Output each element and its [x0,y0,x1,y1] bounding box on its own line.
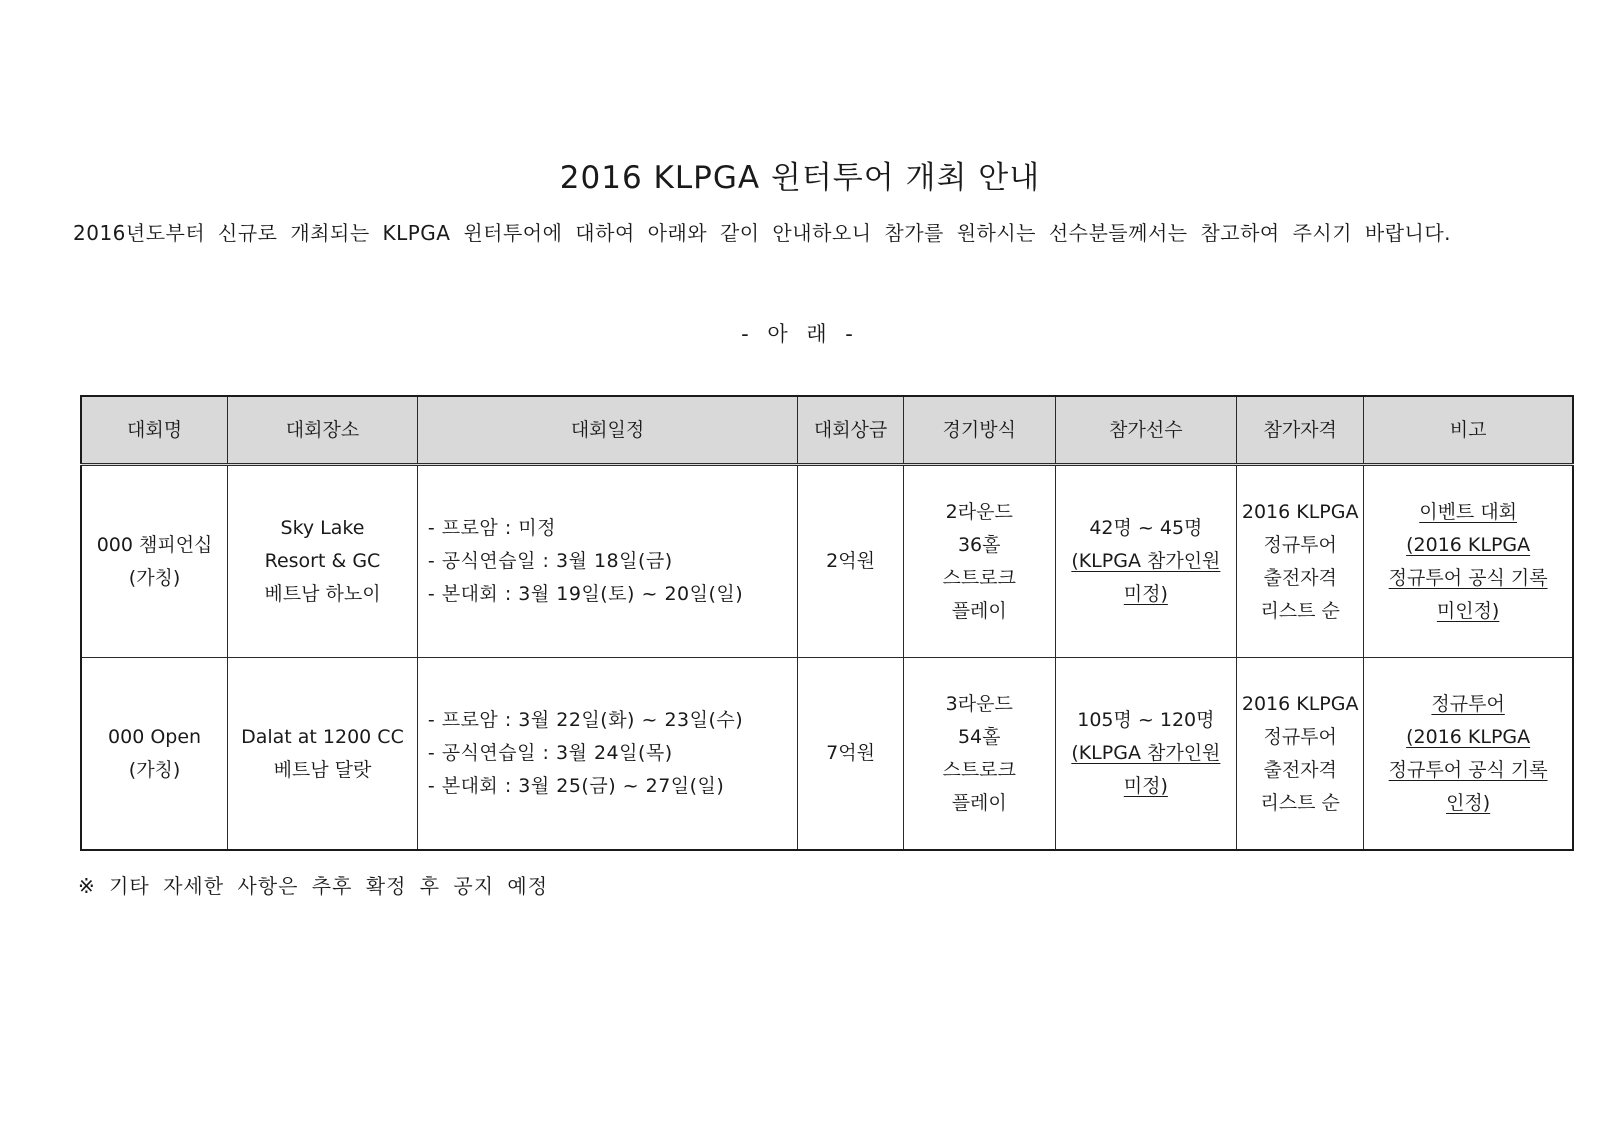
players-note: (KLPGA 참가인원 [1071,742,1221,764]
players-note: 미정) [1123,583,1168,605]
venue-line: Dalat at 1200 CC [241,725,404,748]
remarks-cell [1364,465,1573,658]
eligibility-line: 출전자격 [1263,758,1337,781]
schedule-line: - 본대회 : 3월 19일(토) ~ 20일(일) [427,583,744,605]
remarks-cell [1364,658,1573,851]
format-cell [903,658,1055,851]
eligibility-cell [1237,658,1364,851]
remarks-line: 정규투어 [1431,692,1505,715]
format-line: 플레이 [951,791,1007,814]
remarks-line: 정규투어 공식 기록 [1388,758,1548,781]
tournament-name: 000 챔피언십 [96,533,213,556]
venue-line: Sky Lake [280,517,365,539]
format-line: 3라운드 [945,692,1013,715]
eligibility-line: 리스트 순 [1260,599,1340,622]
schedule-cell [417,465,797,658]
remarks-line: (2016 KLPGA [1406,533,1531,556]
header-remarks: 비고 [1364,396,1573,465]
header-prize: 대회상금 [798,396,904,465]
venue-line: 베트남 하노이 [264,583,381,605]
remarks-line: 정규투어 공식 기록 [1388,566,1548,589]
players-cell [1055,465,1237,658]
schedule-line: - 공식연습일 : 3월 18일(금) [427,550,673,572]
format-line: 2라운드 [945,500,1013,523]
venue-cell [228,658,418,851]
eligibility-line: 리스트 순 [1260,791,1340,814]
eligibility-line: 출전자격 [1263,566,1337,589]
section-subheading: - 아 래 - [741,322,859,346]
tournament-name-cell [81,658,228,851]
format-line: 플레이 [951,599,1007,622]
players-count: 105명 ~ 120명 [1077,709,1215,731]
table-row [81,465,1573,658]
table-header-row [81,396,1573,465]
remarks-line: 인정) [1446,791,1491,814]
eligibility-line: 2016 KLPGA [1241,500,1359,523]
header-eligibility: 참가자격 [1237,396,1364,465]
tournament-table [80,395,1574,851]
prize-cell: 2억원 [798,465,904,658]
format-line: 36홀 [957,533,1001,556]
schedule-line: - 본대회 : 3월 25(금) ~ 27일(일) [427,775,725,797]
schedule-line: - 프로암 : 3월 22일(화) ~ 23일(수) [427,709,744,731]
footnote: ※ 기타 자세한 사항은 추후 확정 후 공지 예정 [78,874,549,898]
venue-line: 베트남 달랏 [273,758,372,781]
format-line: 스트로크 [942,758,1016,781]
header-players: 참가선수 [1055,396,1237,465]
header-format: 경기방식 [903,396,1055,465]
remarks-line: 이벤트 대회 [1419,500,1518,523]
schedule-line: - 공식연습일 : 3월 24일(목) [427,742,673,764]
players-count: 42명 ~ 45명 [1089,517,1203,539]
tournament-name-cell [81,465,228,658]
header-schedule: 대회일정 [417,396,797,465]
tournament-name-note: (가칭) [128,566,181,589]
eligibility-cell [1237,465,1364,658]
eligibility-line: 2016 KLPGA [1241,692,1359,715]
remarks-line: 미인정) [1436,599,1500,622]
format-cell [903,465,1055,658]
players-cell [1055,658,1237,851]
remarks-line: (2016 KLPGA [1406,725,1531,748]
tournament-name-note: (가칭) [128,758,181,781]
header-venue: 대회장소 [228,396,418,465]
eligibility-line: 정규투어 [1263,533,1337,556]
venue-cell [228,465,418,658]
table-row [81,658,1573,851]
prize-cell: 7억원 [798,658,904,851]
schedule-cell [417,658,797,851]
schedule-line: - 프로암 : 미정 [427,517,556,539]
header-name: 대회명 [81,396,228,465]
format-line: 54홀 [957,725,1001,748]
players-note: (KLPGA 참가인원 [1071,550,1221,572]
venue-line: Resort & GC [264,550,381,572]
intro-paragraph: 2016년도부터 신규로 개최되는 KLPGA 윈터투어에 대하여 아래와 같이 안내하오니 참가를 원하시는 선수분들께서는 참고하여 주시기 바랍니다. [73,221,1452,245]
eligibility-line: 정규투어 [1263,725,1337,748]
document-title: 2016 KLPGA 윈터투어 개최 안내 [559,159,1041,196]
format-line: 스트로크 [942,566,1016,589]
players-note: 미정) [1123,775,1168,797]
tournament-name: 000 Open [108,725,202,748]
